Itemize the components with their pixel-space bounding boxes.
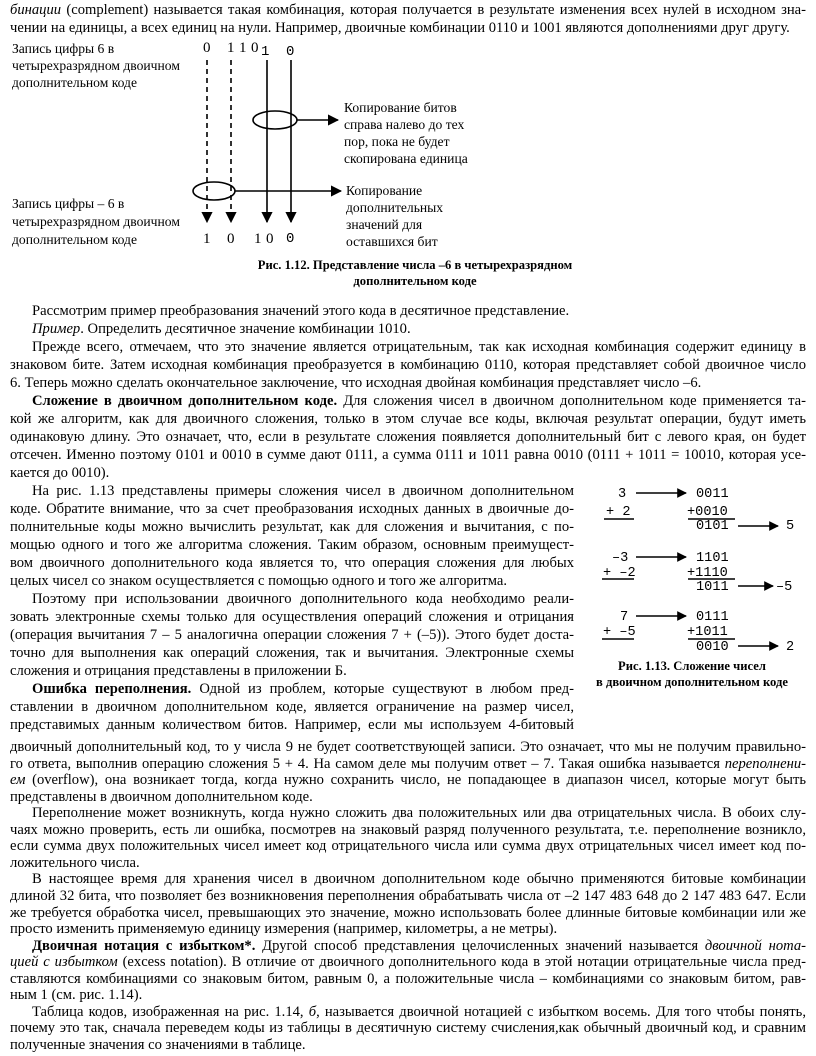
- fig12-top-label-2: четырехразрядном двоичном: [12, 58, 180, 73]
- fig12-caption-2: дополнительном коде: [353, 274, 477, 288]
- text-line: просто изменить применяемую единицу измерения (например, километры, а не метры).: [10, 921, 558, 938]
- fig12-copy2-line: дополнительных: [346, 200, 444, 215]
- fig12-copy1-line: Копирование битов: [344, 100, 457, 115]
- fig12-bottom-bit: 0: [227, 231, 235, 247]
- text-line: длиной 32 бита, что позволяет без возникновения переполнения обрабатывать числа от –2 147 483 648 до 2 147 483 647. Если: [10, 888, 806, 904]
- fig12-bottom-bit: 1: [203, 231, 211, 247]
- text-line: ем (overflow), она возникает тогда, когда нужно сохранить число, не попадающее в диапазон чисел, которые могут быть: [10, 772, 806, 789]
- text-line: Переполнение может возникнуть, когда нужно сложить два положительных или два отрицательных числа. В обоих слу-: [32, 805, 806, 822]
- fig13-caption-1: Рис. 1.13. Сложение чисел: [618, 659, 766, 673]
- text-line: ставляются комбинациями со знаковым битом, равным 0, а положительные числа – комбинациями со знаковым битом, рав-: [10, 970, 806, 987]
- text-line: Двоичная нотация с избытком*. Другой способ представления целочисленных значений называется двоичной нота-: [32, 937, 806, 954]
- fig13-bin-sum: 1011: [696, 580, 729, 595]
- fig12-bottom-bit: 0: [266, 231, 274, 247]
- text-line: ложительного числа.: [10, 854, 140, 871]
- fig13-bin-b: +0010: [687, 505, 728, 520]
- text-line: полнительные коды можно вычислить результат, как для сложения и вычитания, с по-: [10, 519, 574, 535]
- text-line: зовать электронные схемы только для осуществления операций сложения и отрицания: [10, 609, 574, 625]
- fig12-bottom-bit: 0: [286, 231, 295, 247]
- text-line: мощью одного и того же алгоритма сложения. Таким образом, основным преимущест-: [10, 537, 574, 553]
- fig13-bin-sum: 0101: [696, 519, 729, 534]
- text-line: двоичный дополнительный код, то у числа 9 не будет соответствующей записи. Это означает, что мы не получим правильно-: [10, 739, 806, 755]
- text-line: полученные значения со значениями в таблице.: [10, 1037, 306, 1053]
- text-line: точно для выполнения как операций сложения, так и вычитания. Электронные схемы: [10, 645, 574, 661]
- text-line: вом двоичного дополнительного кода является то, что операция сложения для любых: [10, 555, 574, 571]
- fig12-top-label-3: дополнительном коде: [12, 75, 137, 90]
- fig13-result: –5: [776, 580, 793, 595]
- text-line: кой же алгоритм, как для двоичного сложения, только в этом случае все коды, включая результат операции, будут иметь: [10, 411, 806, 427]
- text-line: цией с избытком (excess notation). В отличие от двоичного дополнительного кода в этой нотации отрицательные числа пред-: [10, 954, 806, 971]
- text-line: ным 1 (см. рис. 1.14).: [10, 987, 143, 1004]
- fig12-bottom-bit: 1: [254, 231, 262, 247]
- text-line: представлены в двоичном дополнительном коде.: [10, 788, 313, 805]
- fig12-bottom-label-1: Запись цифры – 6 в: [12, 196, 125, 211]
- fig12-top-bit: 1: [261, 44, 270, 60]
- fig13-bin-a: 0111: [696, 610, 729, 625]
- fig13-bin-a: 1101: [696, 551, 729, 566]
- fig13-dec-a: 3: [618, 487, 627, 502]
- text-line: (операция вычитания 7 – 5 аналогична операции сложения 7 + (–5)). Этого будет доста-: [10, 627, 574, 643]
- fig12-top-bit: 0: [203, 40, 211, 56]
- text-line: коде. Обратите внимание, что за счет преобразования исходных данных в двоичные до-: [10, 501, 574, 517]
- fig12-copy2-line: оставшихся бит: [346, 234, 438, 249]
- text-line: же требуется обработка чисел, превышающих это значение, можно использовать более длинные битовые комбинации или же: [10, 904, 806, 921]
- text-line: Поэтому при использовании двоичного дополнительного кода необходимо реали-: [32, 591, 574, 607]
- fig12-copy2-line: Копирование: [346, 183, 423, 198]
- text-line: отсечен. Именно поэтому 0101 и 0010 в сумме дают 0111, а сумма 0111 и 1011 равна 0010 (0111 + 1011 = 10010, которая усе-: [10, 447, 806, 463]
- text-line: чении на единицы, а всех единиц на нули. Например, двоичные комбинации 0110 и 1001 являются дополнениями друг другу.: [10, 20, 790, 36]
- fig13-bin-b: +1011: [687, 625, 728, 640]
- fig12-top-bit: 1: [227, 40, 235, 56]
- text-line: представимых данным количеством битов. Например, если мы используем 4-битовый: [10, 717, 574, 733]
- fig12-bottom-label-2: четырехразрядном двоичном: [12, 214, 180, 229]
- fig12-copy1-line: справа налево до тех: [344, 117, 465, 132]
- text-line: Сложение в двоичном дополнительном коде. Для сложения чисел в двоичном дополнительном коде применяется та-: [32, 393, 807, 409]
- fig13-bin-b: +1110: [687, 566, 728, 581]
- text-line: Рассмотрим пример преобразования значений этого кода в десятичное представление.: [32, 303, 570, 319]
- fig13-dec-a: –3: [612, 551, 629, 566]
- fig12-top-bit: 1: [239, 40, 247, 56]
- text-line: Таблица кодов, изображенная на рис. 1.14, б, называется двоичной нотацией с избытком восемь. Для того чтобы понять,: [32, 1003, 806, 1020]
- fig12-copy1-line: пор, пока не будет: [344, 134, 450, 149]
- text-line: го ответа, выполнив операцию сложения 5 + 4. На самом деле мы получим ответ – 7. Такая ошибка называется переполнени-: [10, 755, 806, 772]
- fig13-dec-a: 7: [620, 610, 629, 625]
- fig13-dec-b: + –2: [603, 566, 636, 581]
- fig12-top-label-1: Запись цифры 6 в: [12, 41, 115, 56]
- text-line: 6. Теперь можно сделать окончательное заключение, что исходная двойная комбинация представляет число –6.: [10, 375, 702, 391]
- fig12-top-bit: 0: [251, 40, 259, 56]
- text-line: чаях можно проверить, есть ли ошибка, посмотрев на знаковый разряд полученного результата, т.е. переполнение возникло,: [10, 821, 806, 838]
- fig12-bottom-label-3: дополнительном коде: [12, 232, 137, 247]
- text-line: кается до 0010).: [10, 465, 110, 481]
- text-line: На рис. 1.13 представлены примеры сложения чисел в двоичном дополнительном: [32, 483, 574, 499]
- text-line: сложения и отрицания представлены в приложении Б.: [10, 663, 347, 679]
- fig13-dec-b: + –5: [603, 625, 636, 640]
- fig12-top-bit: 0: [286, 44, 295, 60]
- fig13-result: 5: [786, 519, 795, 534]
- fig13-bin-a: 0011: [696, 487, 729, 502]
- fig12-caption-1: Рис. 1.12. Представление числа –6 в четырехразрядном: [257, 258, 573, 272]
- fig12-copy2-line: значений для: [346, 217, 423, 232]
- fig13-caption-2: в двоичном дополнительном коде: [596, 675, 788, 689]
- text-line: ставлении в двоичном дополнительном коде, является ограничение на размер чисел,: [10, 699, 574, 715]
- fig12-copy1-line: скопирована единица: [344, 151, 468, 166]
- text-line: целых чисел со знаком осуществляется с помощью одного и того же алгоритма.: [10, 573, 507, 589]
- fig13-result: 2: [786, 640, 795, 655]
- text-line: знаковом бите. Затем исходная комбинация преобразуется в комбинацию 0110, которая представляет собой двоичное число: [10, 357, 806, 373]
- text-line: Прежде всего, отмечаем, что это значение является отрицательным, так как исходная комбинация содержит единицу в: [32, 339, 806, 355]
- fig13-bin-sum: 0010: [696, 640, 729, 655]
- text-line: В настоящее время для хранения чисел в двоичном дополнительном коде обычно применяются битовые комбинации: [32, 871, 806, 888]
- text-line: бинации (complement) называется такая комбинация, которая получается в результате изменения всех нулей в исходном зна-: [10, 2, 806, 18]
- text-line: Ошибка переполнения. Одной из проблем, которые существуют в любом пред-: [32, 681, 574, 697]
- fig13-dec-b: + 2: [606, 505, 631, 520]
- text-line: почему это так, сначала переведем коды из таблицы в десятичную систему счисления,как обычный двоичный код, и сравним: [10, 1020, 806, 1037]
- text-line: Пример. Определить десятичное значение комбинации 1010.: [32, 321, 411, 337]
- text-line: если сумма двух положительных чисел имеет код отрицательного числа или сумма двух отрицательных чисел имеет код по-: [10, 838, 806, 855]
- text-line: одинаковую длину. Это означает, что, если в результате сложения появляется дополнительный бит с левого края, он будет: [10, 429, 806, 445]
